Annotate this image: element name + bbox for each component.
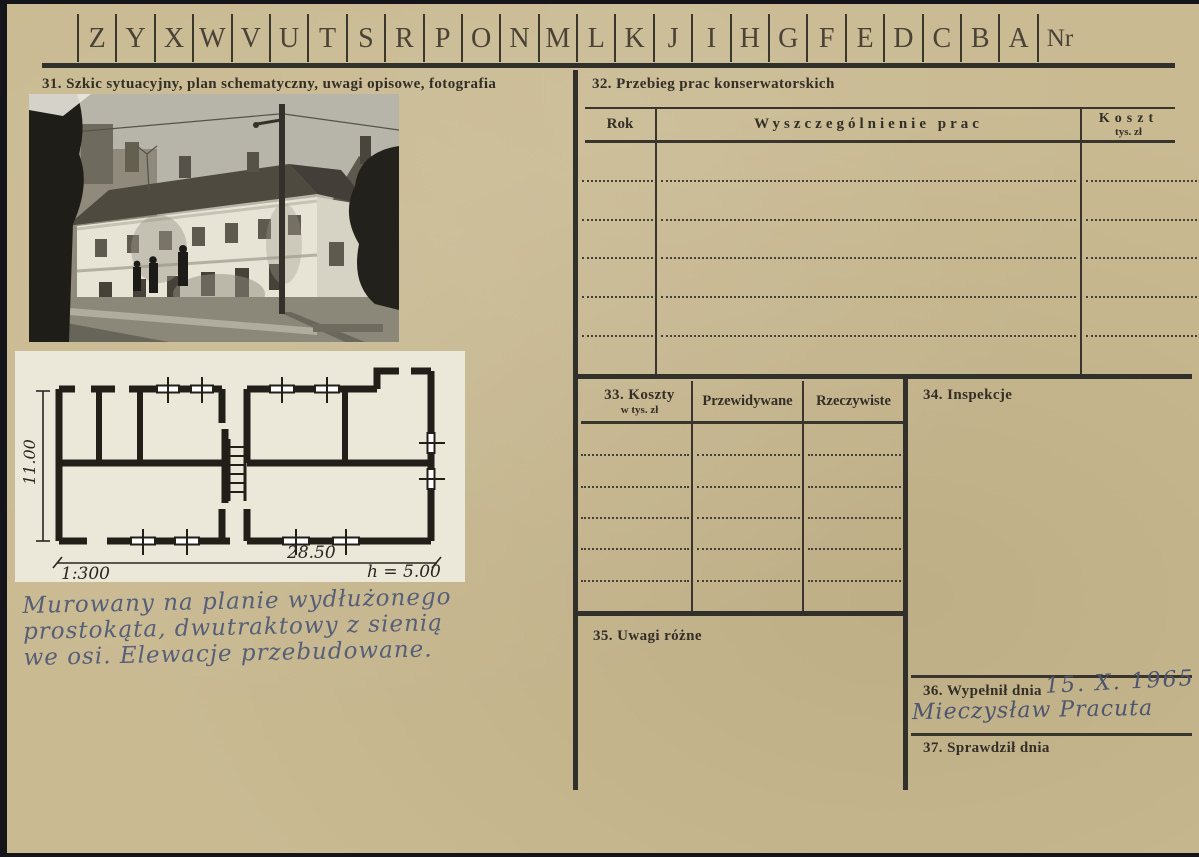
index-ruler xyxy=(77,14,1103,62)
t32-bottom-rule xyxy=(573,374,1192,379)
table-row xyxy=(1086,221,1199,260)
main-vertical-divider xyxy=(573,70,578,790)
section-31-label: 31. Szkic sytuacyjny, plan schematyczny, uwagi opisowe, fotografia xyxy=(42,76,497,92)
handwritten-date: 15. X. 1965 xyxy=(1044,666,1196,699)
ruler-cell-j: J xyxy=(655,14,693,62)
ruler-cell-m: M xyxy=(540,14,578,62)
ruler-cell-d: D xyxy=(885,14,923,62)
table-row xyxy=(808,488,901,519)
table-row xyxy=(581,488,689,519)
ruler-cell-v: V xyxy=(233,14,271,62)
table-row xyxy=(1086,259,1199,298)
table-row xyxy=(697,582,800,611)
t33-col-divider-1 xyxy=(691,381,693,611)
t32-rows-rok xyxy=(582,143,653,374)
note-line-2: prostokąta, dwutraktowy z sienią xyxy=(22,610,444,646)
ruler-cell-x: X xyxy=(156,14,194,62)
ruler-nr-label: Nr xyxy=(1046,25,1074,52)
table-row xyxy=(581,519,689,550)
t33-header-bottomline xyxy=(581,421,903,424)
table-row xyxy=(661,182,1076,221)
table-row xyxy=(661,221,1076,260)
building-photo xyxy=(29,94,399,342)
table-row xyxy=(697,456,800,487)
table-row xyxy=(808,425,901,456)
ruler-cell-n: N xyxy=(501,14,539,62)
ruler-cell-g: G xyxy=(770,14,808,62)
plan-scale: 1:300 xyxy=(61,564,110,582)
t32-rows-works xyxy=(661,143,1076,374)
ruler-cell-r: R xyxy=(386,14,424,62)
table-row xyxy=(1086,337,1199,374)
table-row xyxy=(808,582,901,611)
ruler-cell-z: Z xyxy=(79,14,117,62)
table-row xyxy=(808,456,901,487)
section-34-label: 34. Inspekcje xyxy=(923,387,1013,403)
right-vertical-divider xyxy=(903,377,908,790)
table-row xyxy=(582,298,653,337)
section-33-unit: w tys. zł xyxy=(620,404,659,416)
table-row xyxy=(1086,298,1199,337)
ruler-cell-w: W xyxy=(194,14,232,62)
table-row xyxy=(582,143,653,182)
ruler-cell-u: U xyxy=(271,14,309,62)
table-row xyxy=(1086,143,1199,182)
table-row xyxy=(808,519,901,550)
t33-col-divider-2 xyxy=(802,381,804,611)
t33-col-actual: Rzeczywiste xyxy=(816,393,891,409)
t32-rows-cost xyxy=(1086,143,1199,374)
table-row xyxy=(582,259,653,298)
ruler-divider xyxy=(42,63,1175,68)
ruler-cell-p: P xyxy=(425,14,463,62)
ruler-cell-s: S xyxy=(348,14,386,62)
t32-col-header-rok: Rok xyxy=(606,116,634,132)
t32-header-topline xyxy=(585,107,1175,109)
record-card xyxy=(7,4,1199,853)
t32-col-header-cost-unit: tys. zł xyxy=(1115,126,1142,138)
plan-dim-height: 11.00 xyxy=(20,439,39,485)
t33-rows-label xyxy=(581,425,689,611)
ruler-cell-l: L xyxy=(578,14,616,62)
handwritten-note xyxy=(22,583,504,671)
section-37-label: 37. Sprawdził dnia xyxy=(923,740,1050,756)
table-row xyxy=(697,488,800,519)
ruler-cell-k: K xyxy=(616,14,654,62)
ruler-cell-i: I xyxy=(693,14,731,62)
table-row xyxy=(581,550,689,581)
table-row xyxy=(697,550,800,581)
t32-col-divider-2 xyxy=(1080,107,1082,374)
handwritten-name: Mieczysław Pracuta xyxy=(911,695,1154,726)
t33-rows-expected xyxy=(697,425,800,611)
ruler-cell-e: E xyxy=(847,14,885,62)
section-36-label: 36. Wypełnił dnia xyxy=(923,683,1042,699)
t32-col-header-works: Wyszczególnienie prac xyxy=(754,116,983,132)
table-row xyxy=(697,519,800,550)
table-row xyxy=(582,182,653,221)
t33-rows-actual xyxy=(808,425,901,611)
plan-building-height: h = 5.00 xyxy=(367,562,441,582)
note-line-3: we osi. Elewacje przebudowane. xyxy=(23,636,433,672)
table-row xyxy=(808,550,901,581)
table-row xyxy=(661,143,1076,182)
ruler-cell-f: F xyxy=(808,14,846,62)
t32-col-header-cost: Koszt xyxy=(1098,111,1159,126)
section-33-label: 33. Koszty xyxy=(604,387,675,403)
table-row xyxy=(582,221,653,260)
table-row xyxy=(661,298,1076,337)
table-row xyxy=(581,582,689,611)
table-row xyxy=(661,337,1076,374)
s37-top-border xyxy=(911,733,1192,736)
note-line-1: Murowany na planie wydłużonego xyxy=(22,584,452,620)
table-row xyxy=(581,456,689,487)
table-row xyxy=(661,259,1076,298)
section-32-label: 32. Przebieg prac konserwatorskich xyxy=(592,76,835,92)
ruler-cell-o: O xyxy=(463,14,501,62)
floor-plan-sketch xyxy=(15,351,465,582)
table-row xyxy=(581,425,689,456)
plan-dim-width: 28.50 xyxy=(287,543,336,563)
table-row xyxy=(1086,182,1199,221)
table-row xyxy=(582,337,653,374)
t33-bottom-rule xyxy=(573,611,908,616)
ruler-cell-b: B xyxy=(962,14,1000,62)
ruler-cell-y: Y xyxy=(117,14,155,62)
ruler-cell-a: A xyxy=(1000,14,1038,62)
ruler-cell-t: T xyxy=(309,14,347,62)
table-row xyxy=(697,425,800,456)
t32-col-divider-1 xyxy=(655,107,657,374)
section-35-label: 35. Uwagi różne xyxy=(593,628,702,644)
ruler-cell-c: C xyxy=(924,14,962,62)
t33-col-expected: Przewidywane xyxy=(702,393,793,409)
ruler-cell-h: H xyxy=(732,14,770,62)
